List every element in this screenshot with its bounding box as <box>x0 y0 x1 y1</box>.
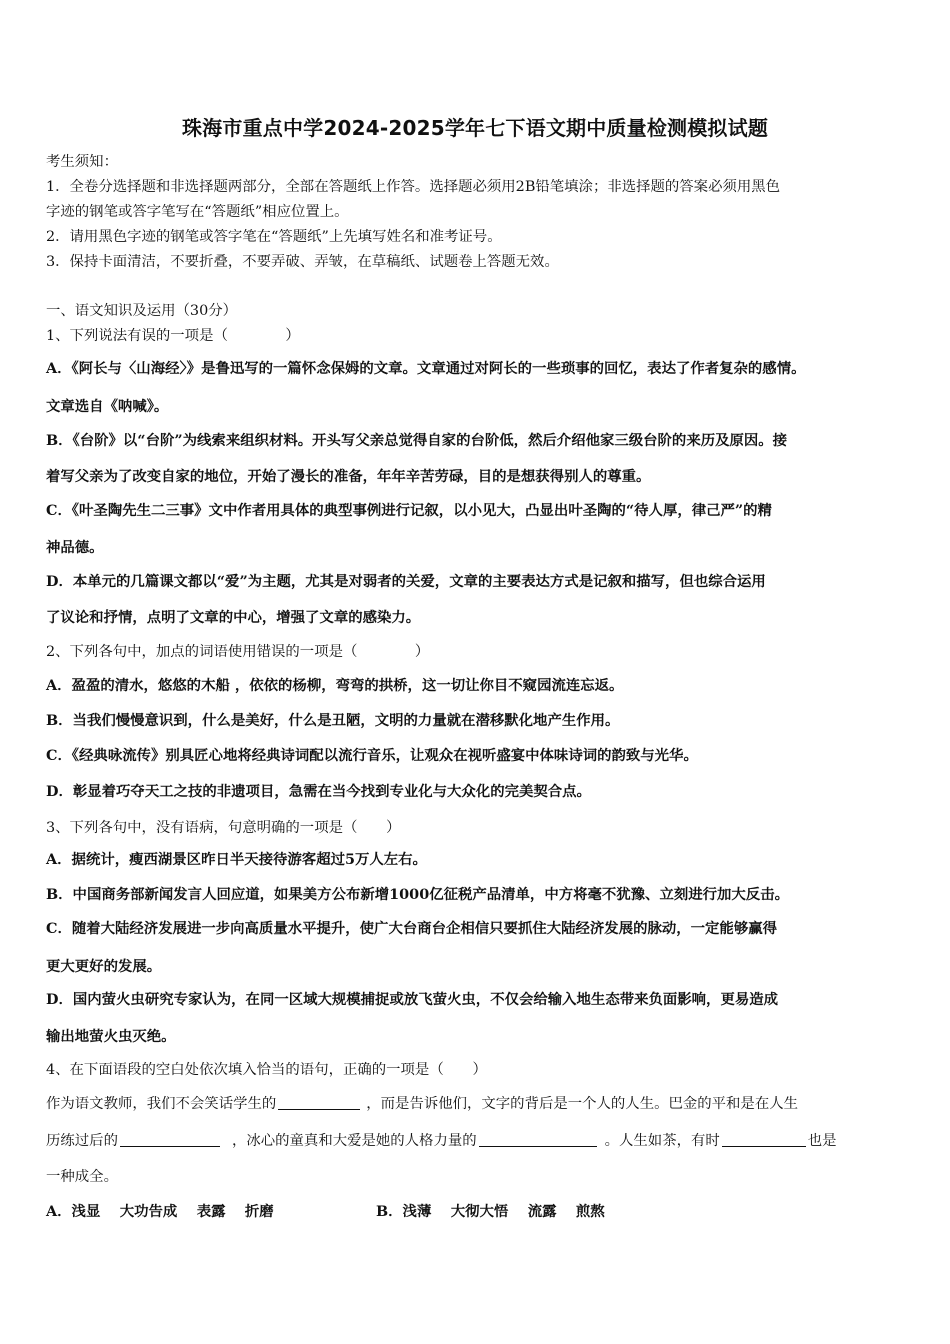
notice-item-1: 1．全卷分选择题和非选择题两部分，全部在答题纸上作答。选择题必须用2B铅笔填涂；非选择题的答案必须用黑色 <box>46 179 781 195</box>
question-1-stem: 1、下列说法有误的一项是（ ） <box>46 328 300 344</box>
question-2-option-b: B．当我们慢慢意识到，什么是美好，什么是丑陋，文明的力量就在潜移默化地产生作用。 <box>46 712 620 729</box>
question-1-option-a: A．《阿长与〈山海经〉》是鲁迅写的一篇怀念保姆的文章。文章通过对阿长的一些琐事的回忆，表达了作者复杂的感情。 <box>46 360 806 377</box>
section-heading: 一、语文知识及运用（30分） <box>46 303 237 319</box>
passage-text: 历练过后的 <box>46 1133 118 1149</box>
question-1-option-a-cont: 文章选自《呐喊》。 <box>46 398 169 415</box>
question-3-option-b: B．中国商务部新闻发言人回应道，如果美方公布新增1000亿征税产品清单，中方将毫不犹豫、立刻进行加大反击。 <box>46 886 789 903</box>
notice-item-1-cont: 字迹的钢笔或答字笔写在“答题纸”相应位置上。 <box>46 204 349 220</box>
question-1-option-c: C．《叶圣陶先生二三事》文中作者用具体的典型事例进行记叙，以小见大，凸显出叶圣陶的“待人厚，律己严”的精 <box>46 502 772 519</box>
question-4-passage-line-2 <box>46 1131 908 1151</box>
question-3-option-c-cont: 更大更好的发展。 <box>46 958 162 975</box>
question-3-stem: 3、下列各句中，没有语病，句意明确的一项是（ ） <box>46 820 401 836</box>
question-4-options <box>46 1202 908 1222</box>
question-3-option-d: D．国内萤火虫研究专家认为，在同一区域大规模捕捉或放飞萤火虫，不仅会给输入地生态带来负面影响，更易造成 <box>46 991 779 1008</box>
question-1-option-c-cont: 神品德。 <box>46 539 104 556</box>
question-3-option-a: A．据统计，瘦西湖景区昨日半天接待游客超过5万人左右。 <box>46 851 427 868</box>
question-4-option-a: A．浅显 大功告成 表露 折磨 <box>46 1203 274 1220</box>
exam-title: 珠海市重点中学2024-2025学年七下语文期中质量检测模拟试题 <box>181 116 769 140</box>
question-4-passage-line-1 <box>46 1094 908 1114</box>
question-1-option-b: B．《台阶》以“台阶”为线索来组织材料。开头写父亲总觉得自家的台阶低，然后介绍他家三级台阶的来历及原因。接 <box>46 432 788 449</box>
question-3-option-d-cont: 输出地萤火虫灭绝。 <box>46 1028 176 1045</box>
question-1-option-b-cont: 着写父亲为了改变自家的地位，开始了漫长的准备，年年辛苦劳碌，目的是想获得别人的尊重。 <box>46 468 651 485</box>
question-4-stem: 4、在下面语段的空白处依次填入恰当的语句，正确的一项是（ ） <box>46 1062 487 1078</box>
passage-text: 。人生如茶，有时 <box>604 1133 720 1149</box>
question-2-option-a: A．盈盈的清水，悠悠的木船 ，依依的杨柳，弯弯的拱桥，这一切让你目不窥园流连忘返。 <box>46 677 624 694</box>
question-1-option-d-cont: 了议论和抒情，点明了文章的中心，增强了文章的感染力。 <box>46 609 421 626</box>
question-1-option-d: D．本单元的几篇课文都以“爱”为主题，尤其是对弱者的关爱，文章的主要表达方式是记叙和描写，但也综合运用 <box>46 573 766 590</box>
question-2-stem: 2、下列各句中，加点的词语使用错误的一项是（ ） <box>46 644 430 660</box>
passage-text: ，冰心的童真和大爱是她的人格力量的 <box>231 1133 477 1149</box>
question-4-option-b: B．浅薄 大彻大悟 流露 煎熬 <box>376 1203 605 1220</box>
answer-blank-2 <box>120 1132 220 1147</box>
notice-heading: 考生须知： <box>46 154 118 170</box>
answer-blank-3 <box>479 1132 597 1147</box>
passage-text: ，而是告诉他们，文字的背后是一个人的人生。巴金的平和是在人生 <box>366 1096 798 1112</box>
answer-blank-1 <box>278 1095 360 1110</box>
passage-text: 也是 <box>807 1133 837 1149</box>
notice-item-2: 2．请用黑色字迹的钢笔或答字笔在“答题纸”上先填写姓名和准考证号。 <box>46 229 502 245</box>
question-2-option-c: C．《经典咏流传》别具匠心地将经典诗词配以流行音乐，让观众在视听盛宴中体味诗词的韵致与光华。 <box>46 747 698 764</box>
notice-item-3: 3．保持卡面清洁，不要折叠，不要弄破、弄皱，在草稿纸、试题卷上答题无效。 <box>46 254 559 270</box>
answer-blank-4 <box>722 1132 806 1147</box>
question-4-passage-line-3: 一种成全。 <box>46 1169 118 1185</box>
question-3-option-c: C．随着大陆经济发展进一步向高质量水平提升，使广大台商台企相信只要抓住大陆经济发展的脉动，一定能够赢得 <box>46 920 777 937</box>
question-2-option-d: D．彰显着巧夺天工之技的非遗项目，急需在当今找到专业化与大众化的完美契合点。 <box>46 783 591 800</box>
passage-text: 作为语文教师，我们不会笑话学生的 <box>46 1096 277 1112</box>
